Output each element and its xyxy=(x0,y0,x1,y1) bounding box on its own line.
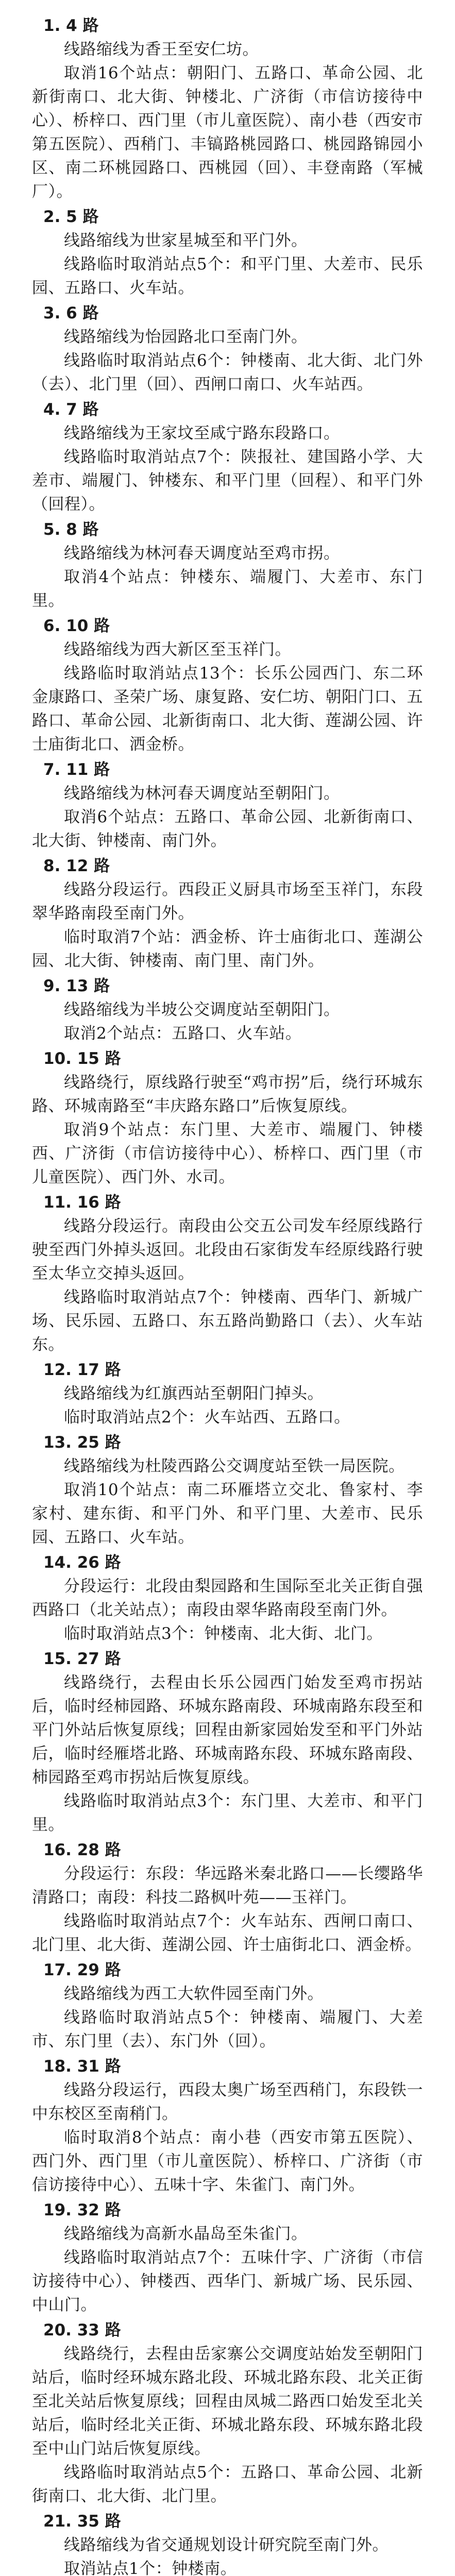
route-details xyxy=(32,998,423,1045)
route-detail-paragraph: 线路分段运行。南段由公交五公司发车经原线路行驶至西门外掉头返回。北段由石家街发车经原线路行驶至太华立交掉头返回。 xyxy=(32,1217,423,1283)
route-detail-paragraph: 线路缩线为西大新区至玉祥门。 xyxy=(64,640,291,659)
route-title: 11. 16 路 xyxy=(43,1193,121,1212)
route-detail-paragraph: 线路缩线为省交通规划设计研究院至南门外。 xyxy=(64,2536,389,2554)
route-detail-paragraph: 线路临时取消站点7个：陕报社、建国路小学、大差市、端履门、钟楼东、和平门里（回程）、和平门外（回程）。 xyxy=(32,448,423,514)
route-title: 10. 15 路 xyxy=(43,1049,121,1068)
route-detail-paragraph: 线路临时取消站点7个：五味什字、广济街（市信访接待中心）、钟楼西、西华门、新城广场、民乐园、中山门。 xyxy=(32,2248,423,2314)
route-title: 3. 6 路 xyxy=(43,304,99,323)
route-detail-paragraph: 临时取消站点2个：火车站西、五路口。 xyxy=(64,1408,350,1427)
route-detail-paragraph: 线路缩线为半坡公交调度站至朝阳门。 xyxy=(64,1001,340,1019)
route-detail-paragraph: 线路分段运行。西段正义厨具市场至玉祥门，东段翠华路南段至南门外。 xyxy=(32,880,423,923)
route-entry xyxy=(32,975,423,1045)
route-title: 20. 33 路 xyxy=(43,2321,121,2340)
route-details xyxy=(32,1982,423,2053)
route-details xyxy=(32,2342,423,2508)
route-entry xyxy=(32,855,423,973)
route-entry xyxy=(32,1839,423,1957)
route-detail-paragraph: 线路临时取消站点7个：火车站东、西闸口南口、北门里、北大街、莲湖公园、许士庙街北口、洒金桥。 xyxy=(32,1912,423,1954)
route-details xyxy=(32,1214,423,1357)
route-title: 8. 12 路 xyxy=(43,857,110,875)
route-entry xyxy=(32,2055,423,2197)
route-entry xyxy=(32,14,423,204)
route-detail-paragraph: 线路缩线为红旗西站至朝阳门掉头。 xyxy=(64,1384,324,1403)
route-entry xyxy=(32,758,423,853)
route-detail-paragraph: 分段运行：东段：华远路米秦北路口——长缨路华清路口；南段：科技二路枫叶苑——玉祥门。 xyxy=(32,1865,423,1907)
route-detail-paragraph: 线路临时取消站点13个：长乐公园西门、东二环金康路口、圣荣广场、康复路、安仁坊、朝阳门口、五路口、革命公园、北新街南口、北大街、莲湖公园、许士庙街北口、洒金桥。 xyxy=(32,664,423,754)
route-detail-paragraph: 线路绕行，原线路行驶至“鸡市拐”后，绕行环城东路、环城南路至“丰庆路东路口”后恢复原线。 xyxy=(32,1073,423,1115)
route-entry xyxy=(32,1648,423,1837)
route-detail-paragraph: 线路绕行，去程由长乐公园西门始发至鸡市拐站后，临时经柿园路、环城东路南段、环城南路东段至和平门外站后恢复原线；回程由新家园始发至和平门外站后，临时经雁塔北路、环城南路东段、环城东路南段、柿园路至鸡市拐站后恢复原线。 xyxy=(32,1673,423,1787)
route-detail-paragraph: 线路绕行，去程由岳家寨公交调度站始发至朝阳门站后，临时经环城东路北段、环城北路东段、北关正街至北关站后恢复原线；回程由凤城二路西口始发至北关站后，临时经北关正街、环城北路东段、环城东路北段至中山门站后恢复原线。 xyxy=(32,2345,423,2458)
route-detail-paragraph: 线路临时取消站点5个：钟楼南、端履门、大差市、东门里（去）、东门外（回）。 xyxy=(32,2008,423,2050)
route-detail-paragraph: 线路临时取消站点3个：东门里、大差市、和平门里。 xyxy=(32,1792,423,1834)
route-detail-paragraph: 取消9个站点：东门里、大差市、端履门、钟楼西、广济街（市信访接待中心）、桥梓口、西门里（市儿童医院）、西门外、水司。 xyxy=(32,1121,423,1187)
route-detail-paragraph: 取消6个站点：五路口、革命公园、北新街南口、北大街、钟楼南、南门外。 xyxy=(32,808,423,850)
route-detail-paragraph: 线路缩线为王家坟至咸宁路东段路口。 xyxy=(64,424,340,443)
route-entry xyxy=(32,1359,423,1429)
route-entry xyxy=(32,398,423,516)
route-entry xyxy=(32,2319,423,2508)
route-details xyxy=(32,1862,423,1957)
route-detail-paragraph: 线路临时取消站点6个：钟楼南、北大街、北门外（去）、北门里（回）、西闸口南口、火车站西。 xyxy=(32,351,423,394)
route-title: 21. 35 路 xyxy=(43,2512,121,2531)
route-title: 6. 10 路 xyxy=(43,617,110,635)
route-detail-paragraph: 线路临时取消站点5个：和平门里、大差市、民乐园、五路口、火车站。 xyxy=(32,255,423,297)
route-details xyxy=(32,541,423,613)
route-title: 14. 26 路 xyxy=(43,1553,121,1572)
route-title: 12. 17 路 xyxy=(43,1361,121,1379)
route-detail-paragraph: 线路临时取消站点5个：五路口、革命公园、北新街南口、北大街、北门里。 xyxy=(32,2463,423,2505)
route-title: 9. 13 路 xyxy=(43,977,110,995)
route-detail-paragraph: 线路缩线为怡园路北口至南门外。 xyxy=(64,328,308,346)
route-detail-paragraph: 分段运行：北段由梨园路和生国际至北关正街自强西路口（北关站点）；南段由翠华路南段至南门外。 xyxy=(32,1577,423,1619)
route-title: 7. 11 路 xyxy=(43,760,110,779)
route-details xyxy=(32,782,423,853)
route-title: 1. 4 路 xyxy=(43,16,99,35)
route-detail-paragraph: 线路缩线为西工大软件园至南门外。 xyxy=(64,1985,324,2003)
route-details xyxy=(32,1382,423,1429)
route-detail-paragraph: 线路缩线为香王至安仁坊。 xyxy=(64,40,259,59)
route-entry xyxy=(32,1191,423,1357)
route-detail-paragraph: 取消10个站点：南二环雁塔立交北、鲁家村、李家村、建东街、和平门外、和平门里、大差市、民乐园、五路口、火车站。 xyxy=(32,1481,423,1547)
route-details xyxy=(32,421,423,516)
route-entry xyxy=(32,206,423,300)
route-detail-paragraph: 临时取消8个站点：南小巷（西安市第五医院）、西门外、西门里（市儿童医院）、桥梓口、广济街（市信访接待中心）、五味十字、朱雀门、南门外。 xyxy=(32,2128,423,2194)
route-title: 2. 5 路 xyxy=(43,208,99,226)
route-details xyxy=(32,1574,423,1646)
route-detail-paragraph: 线路缩线为杜陵西路公交调度站至铁一局医院。 xyxy=(64,1457,405,1476)
route-details xyxy=(32,2533,423,2576)
route-detail-paragraph: 临时取消站点3个：钟楼南、北大街、北门。 xyxy=(64,1624,383,1643)
route-detail-paragraph: 线路缩线为林河春天调度站至朝阳门。 xyxy=(64,784,340,803)
route-title: 5. 8 路 xyxy=(43,520,99,539)
route-entry xyxy=(32,615,423,756)
route-detail-paragraph: 临时取消7个站：洒金桥、许士庙街北口、莲湖公园、北大街、钟楼南、南门里、南门外。 xyxy=(32,928,423,970)
route-detail-paragraph: 取消4个站点：钟楼东、端履门、大差市、东门里。 xyxy=(32,568,423,610)
route-detail-paragraph: 线路缩线为高新水晶岛至朱雀门。 xyxy=(64,2225,308,2243)
route-entry xyxy=(32,1959,423,2053)
route-entry xyxy=(32,2199,423,2317)
route-title: 16. 28 路 xyxy=(43,1841,121,1859)
route-title: 4. 7 路 xyxy=(43,400,99,419)
route-title: 17. 29 路 xyxy=(43,1961,121,1979)
route-entry xyxy=(32,1431,423,1549)
route-entry xyxy=(32,518,423,613)
route-entry xyxy=(32,2510,423,2576)
route-detail-paragraph: 取消站点1个：钟楼南。 xyxy=(64,2560,237,2576)
route-title: 13. 25 路 xyxy=(43,1433,121,1452)
route-details xyxy=(32,1671,423,1837)
route-title: 19. 32 路 xyxy=(43,2201,121,2219)
route-detail-paragraph: 取消2个站点：五路口、火车站。 xyxy=(64,1024,302,1043)
route-details xyxy=(32,878,423,973)
route-title: 18. 31 路 xyxy=(43,2057,121,2076)
route-details xyxy=(32,2222,423,2317)
route-detail-paragraph: 线路缩线为林河春天调度站至鸡市拐。 xyxy=(64,544,340,563)
route-title: 15. 27 路 xyxy=(43,1650,121,1668)
route-details xyxy=(32,1071,423,1189)
route-detail-paragraph: 线路缩线为世家星城至和平门外。 xyxy=(64,231,308,250)
route-entry xyxy=(32,1551,423,1646)
route-details xyxy=(32,229,423,300)
route-entry xyxy=(32,1047,423,1189)
route-details xyxy=(32,38,423,204)
route-details xyxy=(32,1454,423,1549)
route-details xyxy=(32,325,423,396)
route-entry xyxy=(32,302,423,396)
route-details xyxy=(32,638,423,756)
route-detail-paragraph: 线路分段运行，西段太奥广场至西稍门，东段铁一中东校区至南稍门。 xyxy=(32,2081,423,2123)
route-detail-paragraph: 线路临时取消站点7个：钟楼南、西华门、新城广场、民乐园、五路口、东五路尚勤路口（去）、火车站东。 xyxy=(32,1288,423,1354)
route-details xyxy=(32,2078,423,2197)
route-detail-paragraph: 取消16个站点：朝阳门、五路口、革命公园、北新街南口、北大街、钟楼北、广济街（市信访接待中心）、桥梓口、西门里（市儿童医院）、南小巷（西安市第五医院）、西稍门、丰镐路桃园路口、桃园路锦园小区、南二环桃园路口、西桃园（回）、丰登南路（军械厂）。 xyxy=(32,64,423,201)
